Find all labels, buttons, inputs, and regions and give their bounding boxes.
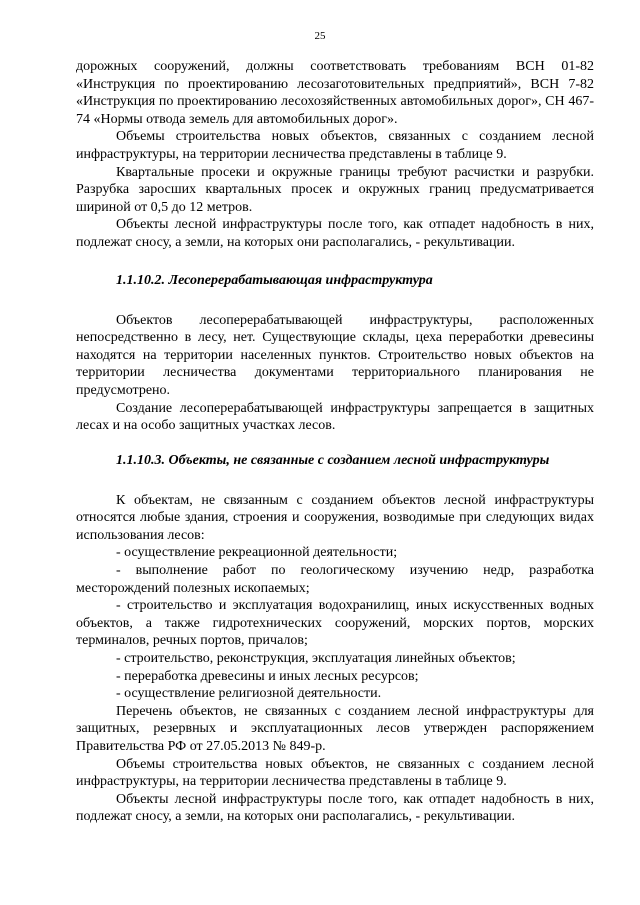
paragraph: дорожных сооружений, должны соответствовать требованиям ВСН 01-82 «Инструкция по проектированию лесозаготовительных предприятий», ВСН 7-82 «Инструкция по проектированию лесохозяйственных автомобильных дорог», СН 467-74 «Нормы отвода земель для автомобильных дорог». (76, 59, 594, 127)
list-item: - переработка древесины и иных лесных ресурсов; (116, 668, 419, 684)
list-item: - осуществление религиозной деятельности. (116, 686, 382, 702)
paragraph: Объемы строительства новых объектов, не связанных с созданием лесной инфраструктуры, на территории лесничества представлены в таблице 9. (76, 756, 594, 790)
document-body (76, 58, 594, 826)
paragraph: Квартальные просеки и окружные границы требуют расчистки и разрубки. Разрубка заросших квартальных просек и окружных границ предусматривается шириной от 0,5 до 12 метров. (76, 164, 594, 215)
section-heading: 1.1.10.3. Объекты, не связанные с созданием лесной инфраструктуры (116, 452, 550, 468)
page-number: 25 (314, 30, 326, 42)
paragraph: Перечень объектов, не связанных с созданием лесной инфраструктуры для защитных, резервных и эксплуатационных лесов утвержден распоряжением Правительства РФ от 27.05.2013 № 849-р. (76, 703, 594, 754)
list-item: - осуществление рекреационной деятельности; (116, 545, 398, 561)
paragraph: Объектов лесоперерабатывающей инфраструктуры, расположенных непосредственно в лесу, нет. Существующие склады, цеха переработки древесины находятся на территории населенных пунктов. Строительство новых объектов на территории лесничества документами территориального планирования не предусмотрено. (76, 312, 594, 398)
paragraph: Объемы строительства новых объектов, связанных с созданием лесной инфраструктуры, на территории лесничества представлены в таблице 9. (76, 129, 594, 162)
paragraph: К объектам, не связанным с созданием объектов лесной инфраструктуры относятся любые здания, строения и сооружения, возводимые при следующих видах использования лесов: (76, 492, 594, 543)
list-item: - строительство, реконструкция, эксплуатация линейных объектов; (116, 651, 516, 667)
paragraph: Объекты лесной инфраструктуры после того, как отпадет надобность в них, подлежат сносу, а земли, на которых они располагались, - рекультивации. (76, 217, 594, 250)
list-item: - строительство и эксплуатация водохранилищ, иных искусственных водных объектов, а также гидротехнических сооружений, морских портов, морских терминалов, речных портов, причалов; (76, 598, 594, 649)
list-item: - выполнение работ по геологическому изучению недр, разработка месторождений полезных ископаемых; (76, 563, 594, 596)
paragraph: Объекты лесной инфраструктуры после того, как отпадет надобность в них, подлежат сносу, а земли, на которых они располагались, - рекультивации. (76, 791, 594, 825)
paragraph: Создание лесоперерабатывающей инфраструктуры запрещается в защитных лесах и на особо защитных участках лесов. (76, 400, 594, 434)
section-heading: 1.1.10.2. Лесоперерабатывающая инфраструктура (116, 272, 433, 288)
